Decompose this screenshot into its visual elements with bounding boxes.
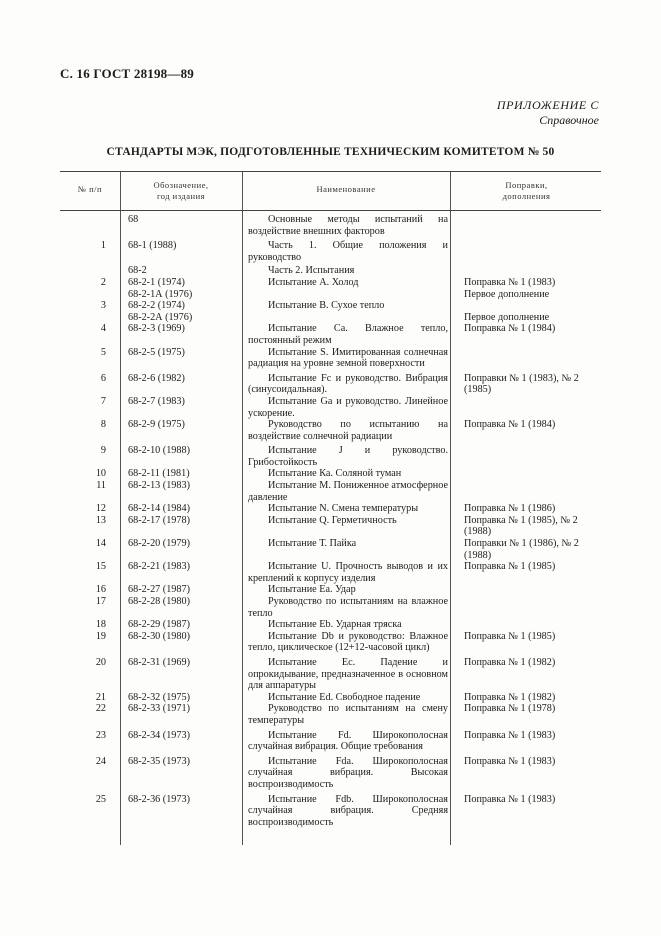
row-name: Испытание S. Имитированная солнечная радиация на уровне земной поверхности <box>248 346 448 370</box>
row-name: Испытание Db и руководство: Влажное тепло, циклическое (12+12-часовой цикл) <box>248 630 448 654</box>
row-number-text: 2 <box>100 276 106 288</box>
row-designation: 68-2-27 (1987) <box>128 584 190 596</box>
row-amendments: Поправка № 1 (1983) <box>464 793 556 805</box>
row-amendments: Поправка № 1 (1984) <box>464 323 556 335</box>
row-designation: 68-2-20 (1979) <box>128 538 190 550</box>
row-number-text: 14 <box>95 538 106 550</box>
header-name: Наименование <box>316 184 376 194</box>
document-title: СТАНДАРТЫ МЭК, ПОДГОТОВЛЕННЫЕ ТЕХНИЧЕСКИМ КОМИТЕТОМ № 50 <box>106 146 555 158</box>
table-row <box>60 323 601 346</box>
row-designation: 68 <box>128 214 139 225</box>
header-amendments-line2: дополнения <box>502 191 551 201</box>
table-row <box>60 561 601 584</box>
table-row <box>60 692 601 704</box>
row-number <box>60 468 120 480</box>
row-number <box>60 703 120 726</box>
row-designation: 68-2-1А (1976) <box>128 288 193 300</box>
page-header: С. 16 ГОСТ 28198—89 <box>60 66 194 81</box>
row-name: Часть 2. Испытания <box>268 265 355 277</box>
row-designation: 68-2-2А (1976) <box>128 311 193 323</box>
row-name: Испытание Ес. Падение и опрокидывание, предназначенное в основном для аппаратуры <box>248 656 448 692</box>
table-row <box>60 240 601 263</box>
row-designation: 68-2-2 (1974) <box>128 300 185 312</box>
row-designation: 68-2-1 (1974) <box>128 276 185 288</box>
table-row <box>60 756 601 791</box>
row-name: Испытание Fc и руководство. Вибрация (синусоидальная). <box>248 372 448 396</box>
row-number <box>60 396 120 419</box>
row-amendments: Поправка № 1 (1983) <box>464 276 556 288</box>
row-designation: 68-2-9 (1975) <box>128 419 185 431</box>
row-number-text: 25 <box>95 793 106 805</box>
row-amendments: Поправка № 1 (1986) <box>464 503 556 515</box>
row-amendments <box>452 596 601 619</box>
row-name: Руководство по испытаниям на смену температуры <box>248 703 448 726</box>
row-number <box>60 323 120 346</box>
row-number-text: 20 <box>95 656 106 668</box>
row-amendments <box>452 396 601 419</box>
row-amendments: Поправка № 1 (1978) <box>464 703 556 715</box>
header-amendments <box>452 180 601 202</box>
row-number <box>60 538 120 561</box>
row-designation: 68-1 (1988) <box>128 240 177 252</box>
table-row <box>60 503 601 515</box>
row-amendments: Поправка № 1 (1982) <box>464 691 556 703</box>
row-number-text: 12 <box>95 503 106 515</box>
row-amendments: Поправка № 1 (1985), № 2 (1988) <box>464 514 578 538</box>
row-number <box>60 619 120 631</box>
row-name <box>242 312 452 324</box>
row-number-text: 8 <box>100 419 106 431</box>
row-name: Испытание J и руководство. Грибостойкость <box>248 445 448 468</box>
row-number-text: 1 <box>100 240 106 252</box>
table-row <box>60 794 601 829</box>
row-number-text: 4 <box>100 323 106 335</box>
row-designation: 68-2-10 (1988) <box>128 445 190 457</box>
table-row <box>60 515 601 538</box>
row-number-text: 15 <box>95 561 106 573</box>
header-designation-line1: Обозначение, <box>153 180 209 190</box>
row-designation: 68-2 <box>128 265 147 277</box>
row-number <box>60 312 120 324</box>
row-amendments: Поправки № 1 (1986), № 2 (1988) <box>464 538 579 561</box>
row-designation: 68-2-35 (1973) <box>128 755 190 767</box>
row-amendments <box>452 480 601 503</box>
row-name: Испытание Eb. Ударная тряска <box>268 619 402 631</box>
row-name: Испытание Са. Влажное тепло, постоянный режим <box>248 323 448 346</box>
table-row <box>60 445 601 468</box>
row-designation: 68-2-11 (1981) <box>128 468 190 480</box>
table-row <box>60 468 601 480</box>
row-number <box>60 503 120 515</box>
row-name: Испытание М. Пониженное атмосферное давление <box>248 480 448 503</box>
table-row <box>60 347 601 370</box>
table-row <box>60 703 601 726</box>
row-name: Часть 1. Общие положения и руководство <box>248 240 448 263</box>
row-amendments <box>452 347 601 370</box>
table-row <box>60 396 601 419</box>
row-amendments: Поправка № 1 (1983) <box>464 729 556 741</box>
row-number <box>60 289 120 301</box>
row-number-text: 5 <box>100 346 106 358</box>
row-name: Испытание Q. Герметичность <box>268 514 397 526</box>
row-designation: 68-2-34 (1973) <box>128 729 190 741</box>
row-name: Испытание В. Сухое тепло <box>268 300 385 312</box>
row-number <box>60 445 120 468</box>
row-amendments: Поправка № 1 (1982) <box>464 656 556 668</box>
row-name: Испытание Fd. Широкополосная случайная вибрация. Общие требования <box>248 729 448 753</box>
row-amendments <box>452 240 601 263</box>
table-row <box>60 631 601 654</box>
row-number <box>60 657 120 692</box>
appendix-label <box>497 98 599 128</box>
row-designation: 68-2-33 (1971) <box>128 703 190 715</box>
header-designation <box>122 180 240 202</box>
row-designation: 68-2-28 (1980) <box>128 596 190 607</box>
row-number <box>60 277 120 289</box>
row-number <box>60 692 120 704</box>
row-number <box>60 373 120 396</box>
table-row <box>60 214 601 237</box>
row-designation: 68-2-32 (1975) <box>128 691 190 703</box>
row-number-text: 7 <box>100 395 106 407</box>
row-name: Испытание Т. Пайка <box>268 538 357 550</box>
table-row <box>60 538 601 561</box>
row-amendments <box>452 468 601 480</box>
table-row <box>60 419 601 442</box>
table-row <box>60 289 601 301</box>
row-number <box>60 794 120 829</box>
table-row <box>60 373 601 396</box>
table-row <box>60 596 601 619</box>
header-amendments-line1: Поправки, <box>505 180 548 190</box>
row-number-text: 13 <box>95 514 106 526</box>
row-amendments <box>452 265 601 277</box>
row-number-text: 24 <box>95 755 106 767</box>
row-number <box>60 756 120 791</box>
row-number <box>60 419 120 442</box>
table-row <box>60 312 601 324</box>
row-name: Руководство по испытанию на воздействие солнечной радиации <box>248 419 448 442</box>
row-name: Испытание Fdb. Широкополосная случайная вибрация. Средняя воспроизводимость <box>248 793 448 828</box>
row-amendments <box>452 584 601 596</box>
row-name: Испытание N. Смена температуры <box>268 503 419 515</box>
header-number: № п/п <box>77 184 103 194</box>
row-name: Испытание Еа. Удар <box>268 584 356 596</box>
row-amendments <box>452 619 601 631</box>
row-name: Руководство по испытаниям на влажное тепло <box>248 596 448 619</box>
row-name: Испытание Ed. Свободное падение <box>268 691 421 703</box>
row-designation: 68-2-13 (1983) <box>128 480 190 492</box>
row-amendments <box>452 300 601 312</box>
standards-table <box>60 171 601 828</box>
row-number-text: 3 <box>100 300 106 312</box>
row-designation: 68-2-7 (1983) <box>128 395 185 407</box>
row-number <box>60 240 120 263</box>
row-number-text: 9 <box>100 445 106 457</box>
row-amendments: Первое дополнение <box>464 288 550 300</box>
row-number <box>60 300 120 312</box>
row-amendments: Поправка № 1 (1984) <box>464 419 556 431</box>
table-row <box>60 265 601 277</box>
row-amendments: Поправки № 1 (1983), № 2 (1985) <box>464 372 579 396</box>
row-number <box>60 730 120 753</box>
row-number-text: 19 <box>95 630 106 642</box>
row-amendments <box>452 214 601 237</box>
row-number <box>60 480 120 503</box>
row-number-text: 18 <box>95 619 106 631</box>
table-row <box>60 277 601 289</box>
row-designation: 68-2-6 (1982) <box>128 372 185 384</box>
row-number-text: 22 <box>95 703 106 715</box>
table-row <box>60 480 601 503</box>
row-number <box>60 584 120 596</box>
row-name: Испытание U. Прочность выводов и их креплений к корпусу изделия <box>248 561 448 584</box>
row-number <box>60 214 120 237</box>
table-row <box>60 619 601 631</box>
row-number <box>60 265 120 277</box>
row-name: Основные методы испытаний на воздействие внешних факторов <box>248 214 448 237</box>
table-body <box>60 211 601 828</box>
row-number-text: 10 <box>95 468 106 480</box>
row-number <box>60 515 120 538</box>
row-designation: 68-2-29 (1987) <box>128 619 190 631</box>
row-amendments: Поправка № 1 (1983) <box>464 755 556 767</box>
row-number-text: 21 <box>95 691 106 703</box>
row-amendments: Поправка № 1 (1985) <box>464 630 556 642</box>
row-designation: 68-2-30 (1980) <box>128 630 190 642</box>
row-name: Испытание Ga и руководство. Линейное ускорение. <box>248 395 448 419</box>
row-amendments <box>452 445 601 468</box>
row-designation: 68-2-21 (1983) <box>128 561 190 573</box>
row-number <box>60 561 120 584</box>
row-name: Испытание Ка. Соляной туман <box>268 468 402 480</box>
row-designation: 68-2-36 (1973) <box>128 793 190 805</box>
row-number-text: 23 <box>95 729 106 741</box>
appendix-subtitle: Справочное <box>539 113 599 127</box>
row-amendments: Первое дополнение <box>464 311 550 323</box>
row-designation: 68-2-17 (1978) <box>128 514 190 526</box>
row-designation: 68-2-31 (1969) <box>128 656 190 668</box>
row-name <box>242 289 452 301</box>
header-designation-line2: год издания <box>156 191 206 201</box>
row-name: Испытание А. Холод <box>268 276 359 288</box>
row-number-text: 6 <box>100 372 106 384</box>
row-number <box>60 596 120 619</box>
row-designation: 68-2-14 (1984) <box>128 503 190 515</box>
table-row <box>60 300 601 312</box>
row-name: Испытание Fda. Широкополосная случайная вибрация. Высокая воспроизводимость <box>248 755 448 790</box>
table-row <box>60 730 601 753</box>
table-row <box>60 657 601 692</box>
row-designation: 68-2-5 (1975) <box>128 346 185 358</box>
row-designation: 68-2-3 (1969) <box>128 323 185 335</box>
table-row <box>60 584 601 596</box>
row-number-text: 16 <box>95 584 106 596</box>
row-number-text: 11 <box>96 480 106 492</box>
row-number-text: 17 <box>95 596 106 607</box>
row-number <box>60 631 120 654</box>
table-header <box>60 172 601 211</box>
row-amendments: Поправка № 1 (1985) <box>464 561 556 573</box>
appendix-title: ПРИЛОЖЕНИЕ С <box>496 98 599 112</box>
row-number <box>60 347 120 370</box>
